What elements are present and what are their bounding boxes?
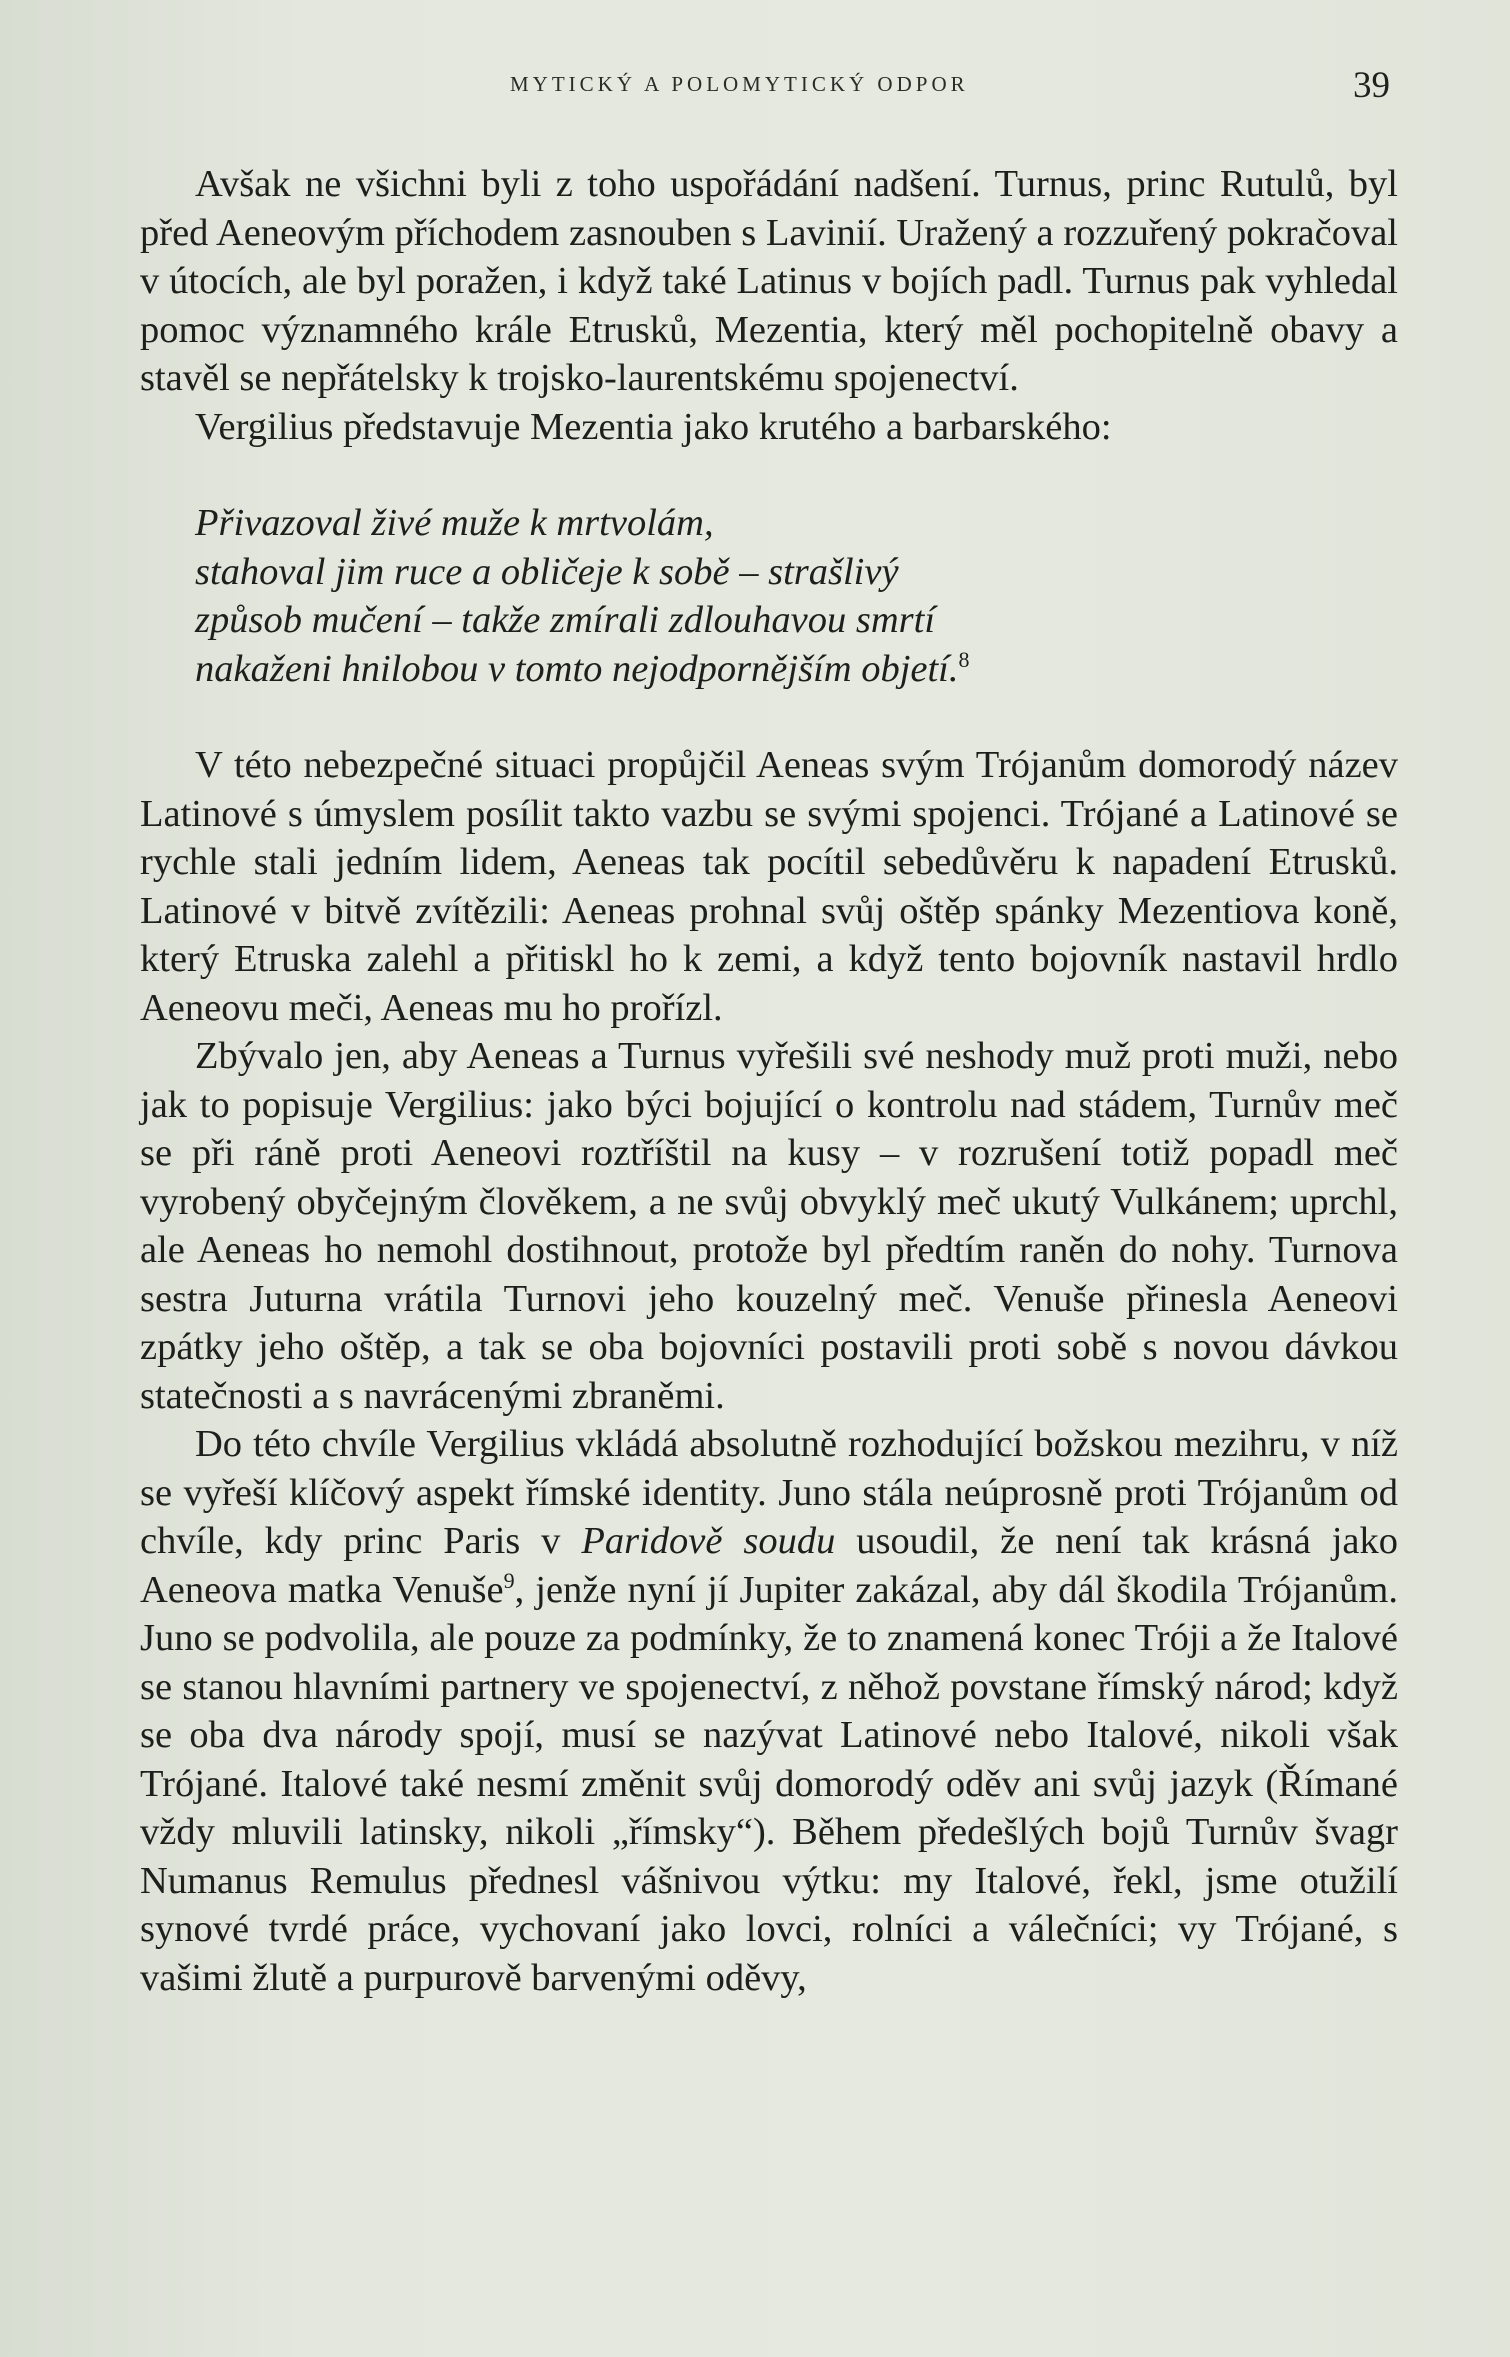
paragraph-1: Avšak ne všichni byli z toho uspořádání nadšení. Turnus, princ Rutulů, byl před Aeneovým příchodem zasnouben s Lavinií. Uražený a rozzuřený pokračoval v útocích, ale byl poražen, i když také Latinus v bojích padl. Turnus pak vyhledal pomoc významného krále Etrusků, Mezentia, který měl pochopitelně obavy a stavěl se nepřátelsky k trojsko-laurentskému spojenectví. <box>140 163 1398 399</box>
paragraph-2: Vergilius představuje Mezentia jako krutého a barbarského: <box>195 405 1112 448</box>
body-text <box>140 160 1398 2002</box>
verse-line-last <box>195 645 1398 694</box>
verse-line: Přivazoval živé muže k mrtvolám, <box>195 502 714 544</box>
paragraph-5 <box>140 1420 1398 2002</box>
paragraph-5-part-a: Do této chvíle Vergilius vkládá absolutně rozhodující božskou mezihru, v níž se vyřeší klíčový aspekt římské identity. Juno stála neúprosně proti Trójanům od chvíle, kdy princ Paris v <box>140 1423 1398 1562</box>
paragraph-5-part-b: usoudil, že není tak krásná jako Aeneova matka Venuše <box>140 1520 1398 1611</box>
verse-line-text: nakaženi hnilobou v tomto nejodpornějším objetí. <box>195 647 959 690</box>
footnote-ref-9: 9 <box>503 1567 515 1593</box>
paragraph-4: Zbývalo jen, aby Aeneas a Turnus vyřešili své neshody muž proti muži, nebo jak to popisuje Vergilius: jako býci bojující o kontrolu nad stádem, Turnův meč se při ráně proti Aeneovi roztříštil na kusy – v rozrušení totiž popadl meč vyrobený obyčejným člověkem, a ne svůj obvyklý meč ukutý Vulkánem; uprchl, ale Aeneas ho nemohl dostihnout, protože byl předtím raněn do nohy. Turnova sestra Juturna vrátila Turnovi jeho kouzelný meč. Venuše přinesla Aeneovi zpátky jeho oštěp, a tak se oba bojovníci postavili proti sobě s novou dávkou statečnosti a s navrácenými zbraněmi. <box>140 1035 1398 1417</box>
verse-line: stahoval jim ruce a obličeje k sobě – strašlivý <box>195 550 899 593</box>
verse-quote <box>195 499 1398 693</box>
paragraph-3: V této nebezpečné situaci propůjčil Aeneas svým Trójanům domorodý název Latinové s úmyslem posílit takto vazbu se svými spojenci. Trójané a Latinové se rychle stali jedním lidem, Aeneas tak pocítil sebedůvěru k napadení Etrusků. Latinové v bitvě zvítězili: Aeneas prohnal svůj oštěp spánky Mezentiova koně, který Etruska zalehl a přitiskl ho k zemi, a když tento bojovník nastavil hrdlo Aeneovu meči, Aeneas mu ho prořízl. <box>140 744 1398 1029</box>
running-head <box>140 64 1390 104</box>
page-number: 39 <box>1353 65 1390 106</box>
footnote-ref-8: 8 <box>958 646 970 672</box>
verse-line: způsob mučení – takže zmírali zdlouhavou smrtí <box>195 599 936 641</box>
paragraph-5-part-c: , jenže nyní jí Jupiter zakázal, aby dál škodila Trójanům. Juno se podvolila, ale pouze za podmínky, že to znamená konec Tróji a že Italové se stanou hlavními partnery ve spojenectví, z něhož povstane římský národ; když se oba dva národy spojí, musí se nazývat Latinové nebo Italové, nikoli však Trójané. Italové také nesmí změnit svůj domorodý oděv ani svůj jazyk (Římané vždy mluvili latinsky, nikoli „římsky“). Během předešlých bojů Turnův švagr Numanus Remulus přednesl vášnivou výtku: my Italové, řekl, jsme otužilí synové tvrdé práce, vychovaní jako lovci, rolníci a válečníci; vy Trójané, s vašimi žlutě a purpurově barvenými oděvy, <box>140 1568 1398 1999</box>
running-title: MYTICKÝ A POLOMYTICKÝ ODPOR <box>510 72 969 96</box>
work-title-italic: Paridově soudu <box>581 1520 836 1562</box>
